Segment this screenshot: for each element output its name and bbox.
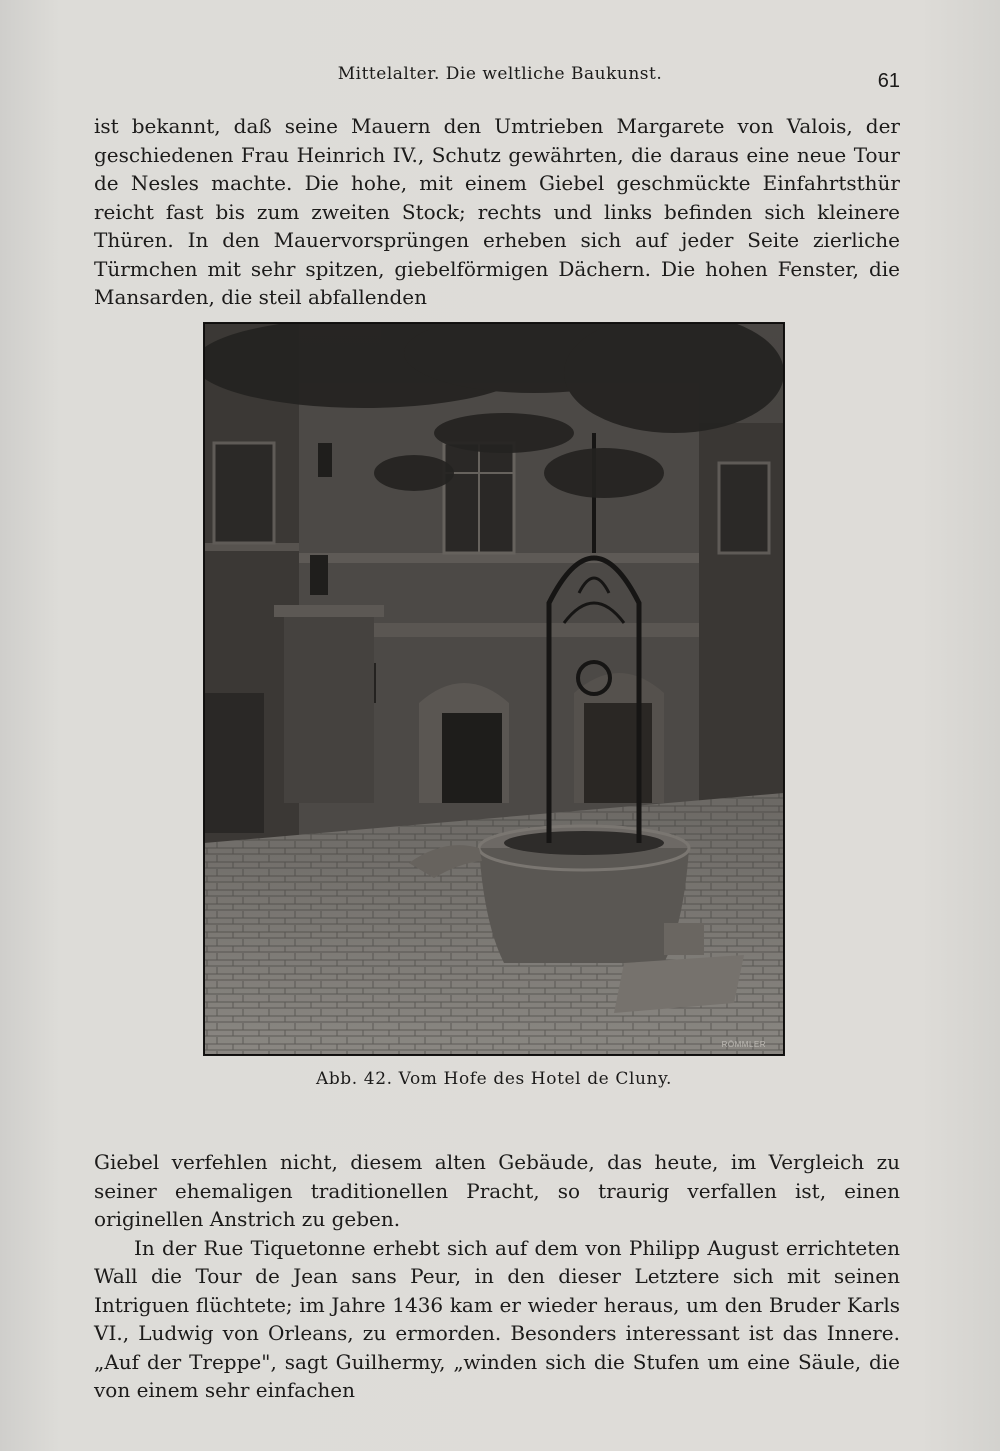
courtyard-photograph — [204, 323, 784, 1055]
photo-credit: RÖMMLER — [721, 1040, 766, 1049]
page-number: 61 — [877, 70, 900, 92]
paragraph: Giebel verfehlen nicht, diesem alten Gebäude, das heute, im Vergleich zu seiner ehemaligen traditionellen Pracht, so traurig verfallen ist, einen originellen Anstrich zu geben. — [94, 1150, 900, 1231]
courtyard-illustration — [204, 323, 784, 1055]
paragraph: ist bekannt, daß seine Mauern den Umtrieben Margarete von Valois, der geschiedenen Frau Heinrich IV., Schutz gewährten, die daraus eine neue Tour de Nesles machte. Die hohe, mit einem Giebel geschmückte Einfahrtsthür reicht fast bis zum zweiten Stock; rechts und links befinden sich kleinere Thüren. In den Mauervorsprüngen erheben sich auf jeder Seite zierliche Türmchen mit sehr spitzen, giebelförmigen Dächern. Die hohen Fenster, die Mansarden, die steil abfallenden — [94, 114, 900, 309]
top-text-block — [94, 112, 900, 312]
paragraph: In der Rue Tiquetonne erhebt sich auf dem von Philipp August errichteten Wall die Tour de Jean sans Peur, in den dieser Letztere sich mit seinen Intriguen flüchtete; im Jahre 1436 kam er wieder heraus, um den Bruder Karls VI., Ludwig von Orleans, zu ermorden. Besonders interessant ist das Innere. „Auf der Treppe", sagt Guilhermy, „winden sich die Stufen um eine Säule, die von einem sehr einfachen — [94, 1235, 900, 1402]
bottom-text-block — [94, 1148, 900, 1405]
figure-caption: Abb. 42. Vom Hofe des Hotel de Cluny. — [315, 1069, 673, 1089]
running-title: Mittelalter. Die weltliche Baukunst. — [337, 64, 663, 84]
